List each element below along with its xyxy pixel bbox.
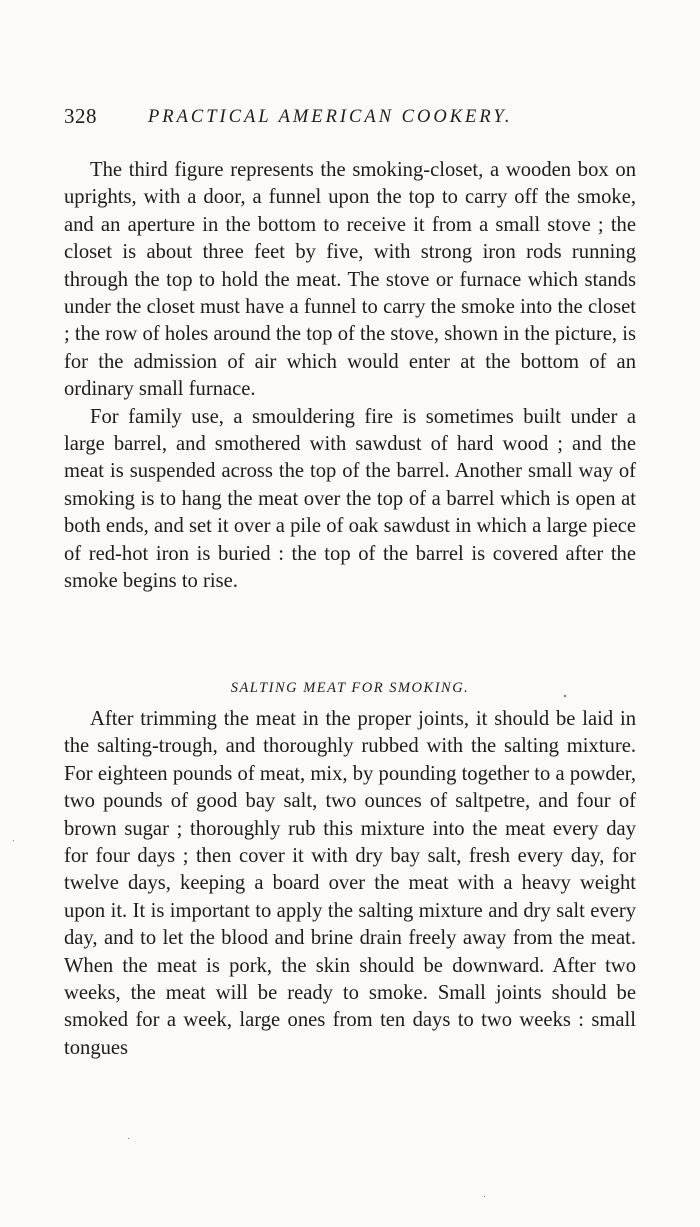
text-block-before-heading bbox=[64, 157, 636, 596]
section-heading: SALTING MEAT FOR SMOKING. bbox=[230, 680, 470, 696]
print-speck bbox=[13, 840, 14, 841]
running-title: PRACTICAL AMERICAN COOKERY. bbox=[148, 107, 513, 127]
text-block-after-heading bbox=[64, 706, 636, 1062]
paragraph-smoking-closet: The third figure represents the smoking-closet, a wooden box on uprights, with a door, a funnel upon the top to carry off the smoke, and an aperture in the bottom to receive it from a small stove ; the closet is about three feet by five, with strong iron rods running through the top to hold the meat. The stove or furnace which stands under the closet must have a funnel to carry the smoke into the closet ; the row of holes around the top of the stove, shown in the picture, is for the admission of air which would enter at the bottom of an ordinary small furnace. bbox=[64, 159, 636, 401]
paragraph-salting-method: After trimming the meat in the proper joints, it should be laid in the salting-trough, and thoroughly rubbed with the salting mixture. For eighteen pounds of meat, mix, by pounding together to a powder, two pounds of good bay salt, two ounces of saltpetre, and four of brown sugar ; thoroughly rub this mixture into the meat every day for four days ; then cover it with dry bay salt, fresh every day, for twelve days, keeping a board over the meat with a heavy weight upon it. It is important to apply the salting mixture and dry salt every day, and to let the blood and brine drain freely away from the meat. When the meat is pork, the skin should be downward. After two weeks, the meat will be ready to smoke. Small joints should be smoked for a week, large ones from ten days to two weeks : small tongues bbox=[64, 708, 636, 1059]
print-speck bbox=[484, 1196, 485, 1197]
running-head bbox=[64, 104, 644, 134]
print-speck bbox=[128, 1138, 129, 1139]
print-speck bbox=[564, 695, 566, 697]
paragraph-family-use: For family use, a smouldering fire is sometimes built under a large barrel, and smothered with sawdust of hard wood ; and the meat is suspended across the top of the barrel. Another small way of smoking is to hang the meat over the top of a barrel which is open at both ends, and set it over a pile of oak sawdust in which a large piece of red-hot iron is buried : the top of the barrel is covered after the smoke begins to rise. bbox=[64, 405, 636, 593]
page-number: 328 bbox=[64, 104, 97, 128]
